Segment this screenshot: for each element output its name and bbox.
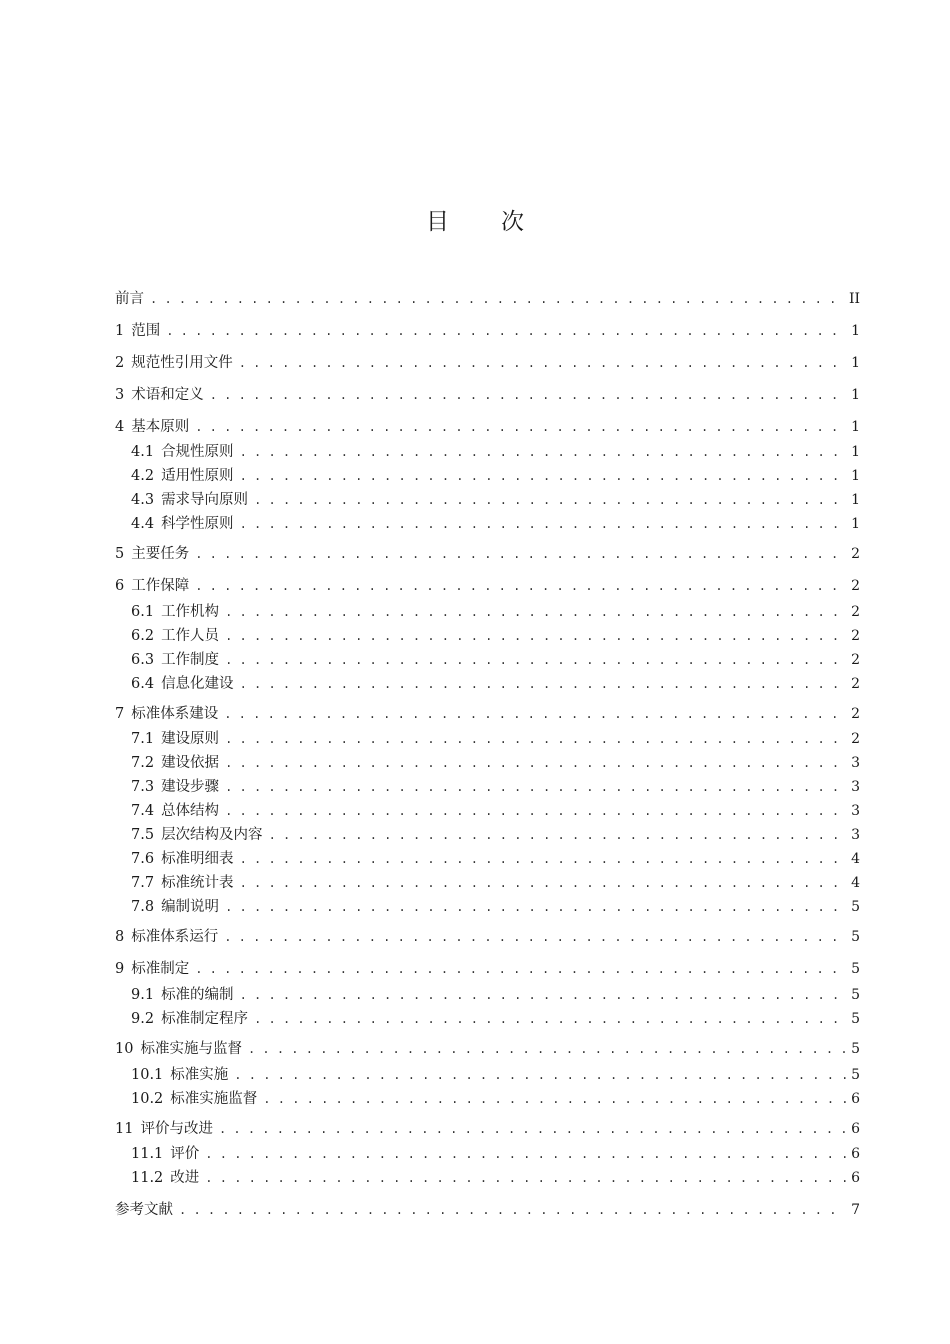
toc-entry-label — [131, 729, 219, 749]
toc-entry-number: 10.2 — [131, 1091, 164, 1107]
toc-entry-number: 7.1 — [131, 731, 155, 747]
toc-page-number: 6 — [851, 1121, 860, 1137]
toc-entry[interactable] — [131, 825, 860, 845]
toc-entry-number: 11.1 — [131, 1146, 164, 1162]
toc-page-number: 3 — [851, 779, 860, 795]
toc-dot-leader — [240, 985, 846, 1005]
toc-entry-text: 范围 — [131, 323, 161, 339]
toc-entry[interactable] — [115, 417, 860, 437]
toc-dot-leader — [179, 1200, 846, 1220]
toc-dot-leader — [240, 849, 846, 869]
toc-entry[interactable] — [131, 873, 860, 893]
toc-entry-label — [115, 321, 160, 341]
toc-page-number: 5 — [851, 987, 860, 1003]
toc-entry-number: 9.1 — [131, 987, 155, 1003]
toc-page-number: 5 — [851, 1041, 860, 1057]
toc-page-number: 2 — [851, 546, 860, 562]
toc-entry-number: 7.4 — [131, 803, 155, 819]
toc-entry-number: 7.8 — [131, 899, 155, 915]
toc-entry-label — [131, 490, 248, 510]
toc-entry-text: 合规性原则 — [161, 444, 234, 460]
toc-entry-number: 8 — [115, 929, 125, 945]
toc-entry-label — [131, 626, 219, 646]
toc-entry-number: 4 — [115, 419, 125, 435]
toc-entry-label — [131, 1144, 199, 1164]
toc-dot-leader — [225, 753, 846, 773]
toc-entry-label — [131, 602, 219, 622]
toc-entry[interactable] — [131, 1009, 860, 1029]
toc-entry[interactable] — [115, 321, 860, 341]
toc-entry-number: 9 — [115, 961, 125, 977]
toc-entry-label — [115, 1200, 173, 1220]
toc-entry[interactable] — [131, 801, 860, 821]
toc-entry-text: 编制说明 — [161, 899, 220, 915]
toc-page-number: 3 — [851, 803, 860, 819]
toc-entry-text: 层次结构及内容 — [161, 827, 263, 843]
toc-page-number: 4 — [851, 875, 860, 891]
toc-dot-leader — [205, 1144, 846, 1164]
toc-entry-label — [131, 650, 219, 670]
toc-entry-label — [131, 514, 234, 534]
toc-entry-text: 标准的编制 — [161, 987, 234, 1003]
toc-page-number: 2 — [851, 604, 860, 620]
toc-entry-label — [115, 544, 189, 564]
toc-dot-leader — [240, 442, 846, 462]
toc-entry[interactable] — [115, 289, 860, 309]
toc-entry-label — [115, 417, 189, 437]
toc-entry[interactable] — [131, 674, 860, 694]
toc-page-number: 1 — [851, 323, 860, 339]
toc-entry-number: 6.3 — [131, 652, 155, 668]
toc-entry-number: 6.1 — [131, 604, 155, 620]
toc-entry-text: 工作人员 — [161, 628, 220, 644]
toc-dot-leader — [225, 602, 846, 622]
toc-page-number: 2 — [851, 676, 860, 692]
toc-entry[interactable] — [131, 650, 860, 670]
toc-entry[interactable] — [131, 490, 860, 510]
toc-entry-number: 7.7 — [131, 875, 155, 891]
toc-dot-leader — [269, 825, 846, 845]
toc-entry-text: 标准实施监督 — [170, 1091, 258, 1107]
toc-dot-leader — [254, 490, 846, 510]
toc-title-char-2: 次 — [501, 209, 524, 235]
toc-entry-label — [115, 576, 189, 596]
toc-page-number: 5 — [851, 961, 860, 977]
toc-dot-leader — [195, 576, 846, 596]
toc-entry-label — [131, 442, 234, 462]
toc-entry[interactable] — [131, 1144, 860, 1164]
toc-title-char-1: 目 — [426, 209, 449, 235]
toc-entry-label — [131, 777, 219, 797]
toc-entry-text: 术语和定义 — [131, 387, 204, 403]
toc-entry-number: 11.2 — [131, 1170, 164, 1186]
toc-entry-text: 标准制定 — [131, 961, 190, 977]
toc-entry-text: 建设步骤 — [161, 779, 220, 795]
toc-entry-number: 4.4 — [131, 516, 155, 532]
toc-page-number: 1 — [851, 444, 860, 460]
toc-entry-number: 10.1 — [131, 1067, 164, 1083]
toc-entry-label — [115, 353, 233, 373]
toc-dot-leader — [195, 959, 846, 979]
toc-dot-leader — [219, 1119, 846, 1139]
toc-dot-leader — [224, 927, 846, 947]
toc-entry-text: 工作保障 — [131, 578, 190, 594]
toc-entry-label — [115, 959, 189, 979]
toc-entry-number: 7.3 — [131, 779, 155, 795]
toc-dot-leader — [205, 1168, 846, 1188]
toc-entry-text: 标准实施 — [170, 1067, 229, 1083]
toc-entry-text: 标准明细表 — [161, 851, 234, 867]
toc-entry[interactable] — [115, 385, 860, 405]
toc-entry-text: 建设依据 — [161, 755, 220, 771]
toc-entry[interactable] — [131, 466, 860, 486]
toc-entry-label — [131, 825, 263, 845]
toc-page-number: 4 — [851, 851, 860, 867]
toc-page-number: 1 — [851, 492, 860, 508]
toc-entry-number: 11 — [115, 1121, 134, 1137]
toc-entry-text: 建设原则 — [161, 731, 220, 747]
toc-entry[interactable] — [115, 1039, 860, 1059]
toc-entry-text: 前言 — [115, 291, 144, 307]
toc-entry[interactable] — [131, 729, 860, 749]
toc-entry[interactable] — [115, 544, 860, 564]
toc-entry-label — [131, 801, 219, 821]
toc-entry-label — [131, 466, 234, 486]
toc-page-number: 5 — [851, 1067, 860, 1083]
toc-entry-text: 标准体系建设 — [131, 706, 219, 722]
toc-entry[interactable] — [131, 1089, 860, 1109]
toc-dot-leader — [166, 321, 846, 341]
toc-entry-number: 7.6 — [131, 851, 155, 867]
toc-entry-label — [131, 674, 234, 694]
toc-entry-number: 5 — [115, 546, 125, 562]
toc-entry-label — [131, 1065, 228, 1085]
toc-entry-label — [131, 1009, 248, 1029]
toc-dot-leader — [240, 674, 846, 694]
toc-entry[interactable] — [131, 849, 860, 869]
toc-entry-text: 规范性引用文件 — [131, 355, 233, 371]
toc-entry-number: 7 — [115, 706, 125, 722]
toc-dot-leader — [225, 801, 846, 821]
toc-dot-leader — [210, 385, 846, 405]
toc-entry-label — [115, 704, 218, 724]
toc-entry-number: 6 — [115, 578, 125, 594]
toc-entry-number: 2 — [115, 355, 125, 371]
toc-entry-text: 标准体系运行 — [131, 929, 219, 945]
toc-entry-number: 1 — [115, 323, 125, 339]
toc-entry-number: 4.1 — [131, 444, 155, 460]
toc-entry[interactable] — [115, 1119, 860, 1139]
toc-page-number: 1 — [851, 387, 860, 403]
toc-page-number: 2 — [851, 578, 860, 594]
toc-page-number: 1 — [851, 468, 860, 484]
toc-dot-leader — [225, 729, 846, 749]
toc-dot-leader — [225, 897, 846, 917]
toc-entry-label — [131, 1089, 257, 1109]
toc-page-number: 6 — [851, 1091, 860, 1107]
toc-dot-leader — [240, 466, 846, 486]
toc-dot-leader — [224, 704, 846, 724]
toc-entry-label — [115, 385, 204, 405]
toc-page-number: 5 — [851, 929, 860, 945]
toc-entry[interactable] — [131, 514, 860, 534]
toc-entry-text: 评价 — [170, 1146, 200, 1162]
toc-dot-leader — [248, 1039, 846, 1059]
toc-entry-label — [131, 873, 234, 893]
toc-entry[interactable] — [115, 1200, 860, 1220]
toc-entry-label — [115, 927, 218, 947]
toc-entry-text: 工作制度 — [161, 652, 220, 668]
toc-entry-number: 7.5 — [131, 827, 155, 843]
toc-page-number: 1 — [851, 516, 860, 532]
toc-dot-leader — [254, 1009, 846, 1029]
toc-entry-text: 基本原则 — [131, 419, 190, 435]
toc-entry-text: 改进 — [170, 1170, 200, 1186]
toc-entry[interactable] — [115, 927, 860, 947]
toc-entry-label — [131, 897, 219, 917]
toc-entry-label — [115, 1039, 242, 1059]
toc-entry[interactable] — [131, 1168, 860, 1188]
toc-page-number: 2 — [851, 706, 860, 722]
toc-dot-leader — [263, 1089, 846, 1109]
toc-dot-leader — [195, 417, 846, 437]
toc-entry[interactable] — [115, 576, 860, 596]
toc-entry-text: 标准统计表 — [161, 875, 234, 891]
toc-entry-number: 7.2 — [131, 755, 155, 771]
toc-dot-leader — [225, 777, 846, 797]
toc-page-number: 1 — [851, 355, 860, 371]
toc-title — [0, 203, 950, 236]
toc-page-number: 6 — [851, 1170, 860, 1186]
toc-entry-text: 科学性原则 — [161, 516, 234, 532]
toc-entry[interactable] — [131, 753, 860, 773]
toc-dot-leader — [225, 626, 846, 646]
toc-entry-text: 适用性原则 — [161, 468, 234, 484]
toc-page-number: 3 — [851, 755, 860, 771]
toc-entry-label — [115, 1119, 213, 1139]
toc-page-number: 5 — [851, 899, 860, 915]
toc-page-number: 7 — [851, 1202, 860, 1218]
toc-entry-text: 标准制定程序 — [161, 1011, 249, 1027]
toc-entry[interactable] — [131, 602, 860, 622]
toc-entry[interactable] — [115, 704, 860, 724]
toc-entry-text: 工作机构 — [161, 604, 220, 620]
toc-entry[interactable] — [131, 442, 860, 462]
toc-entry[interactable] — [115, 353, 860, 373]
toc-entry[interactable] — [131, 897, 860, 917]
toc-entry-number: 6.2 — [131, 628, 155, 644]
toc-entry-number: 9.2 — [131, 1011, 155, 1027]
toc-entry-label — [131, 1168, 199, 1188]
toc-dot-leader — [240, 873, 846, 893]
toc-entry-number: 6.4 — [131, 676, 155, 692]
toc-page-number: 6 — [851, 1146, 860, 1162]
toc-entry-label — [131, 849, 234, 869]
toc-page-number: 3 — [851, 827, 860, 843]
toc-entry-text: 总体结构 — [161, 803, 220, 819]
toc-entry-label — [131, 753, 219, 773]
toc-page-number: II — [848, 291, 860, 307]
toc-entry-text: 主要任务 — [131, 546, 190, 562]
toc-entry[interactable] — [131, 1065, 860, 1085]
toc-page-number: 2 — [851, 628, 860, 644]
toc-dot-leader — [234, 1065, 846, 1085]
toc-page-number: 1 — [851, 419, 860, 435]
toc-entry-number: 3 — [115, 387, 125, 403]
toc-page-number: 2 — [851, 652, 860, 668]
toc-entry-label — [115, 289, 144, 309]
toc-entry-text: 信息化建设 — [161, 676, 234, 692]
toc-entry-text: 需求导向原则 — [161, 492, 249, 508]
toc-dot-leader — [225, 650, 846, 670]
toc-entry-text: 参考文献 — [115, 1202, 173, 1218]
toc-entry[interactable] — [131, 985, 860, 1005]
toc-entry-number: 10 — [115, 1041, 134, 1057]
toc-entry-text: 标准实施与监督 — [140, 1041, 242, 1057]
toc-page-number: 5 — [851, 1011, 860, 1027]
toc-dot-leader — [150, 289, 845, 309]
toc-dot-leader — [239, 353, 846, 373]
toc-entry[interactable] — [115, 959, 860, 979]
toc-entry[interactable] — [131, 626, 860, 646]
toc-entry-text: 评价与改进 — [140, 1121, 213, 1137]
toc-entry-number: 4.2 — [131, 468, 155, 484]
toc-dot-leader — [240, 514, 846, 534]
toc-entry[interactable] — [131, 777, 860, 797]
toc-entry-number: 4.3 — [131, 492, 155, 508]
toc-entry-label — [131, 985, 234, 1005]
toc-page-number: 2 — [851, 731, 860, 747]
toc-dot-leader — [195, 544, 846, 564]
